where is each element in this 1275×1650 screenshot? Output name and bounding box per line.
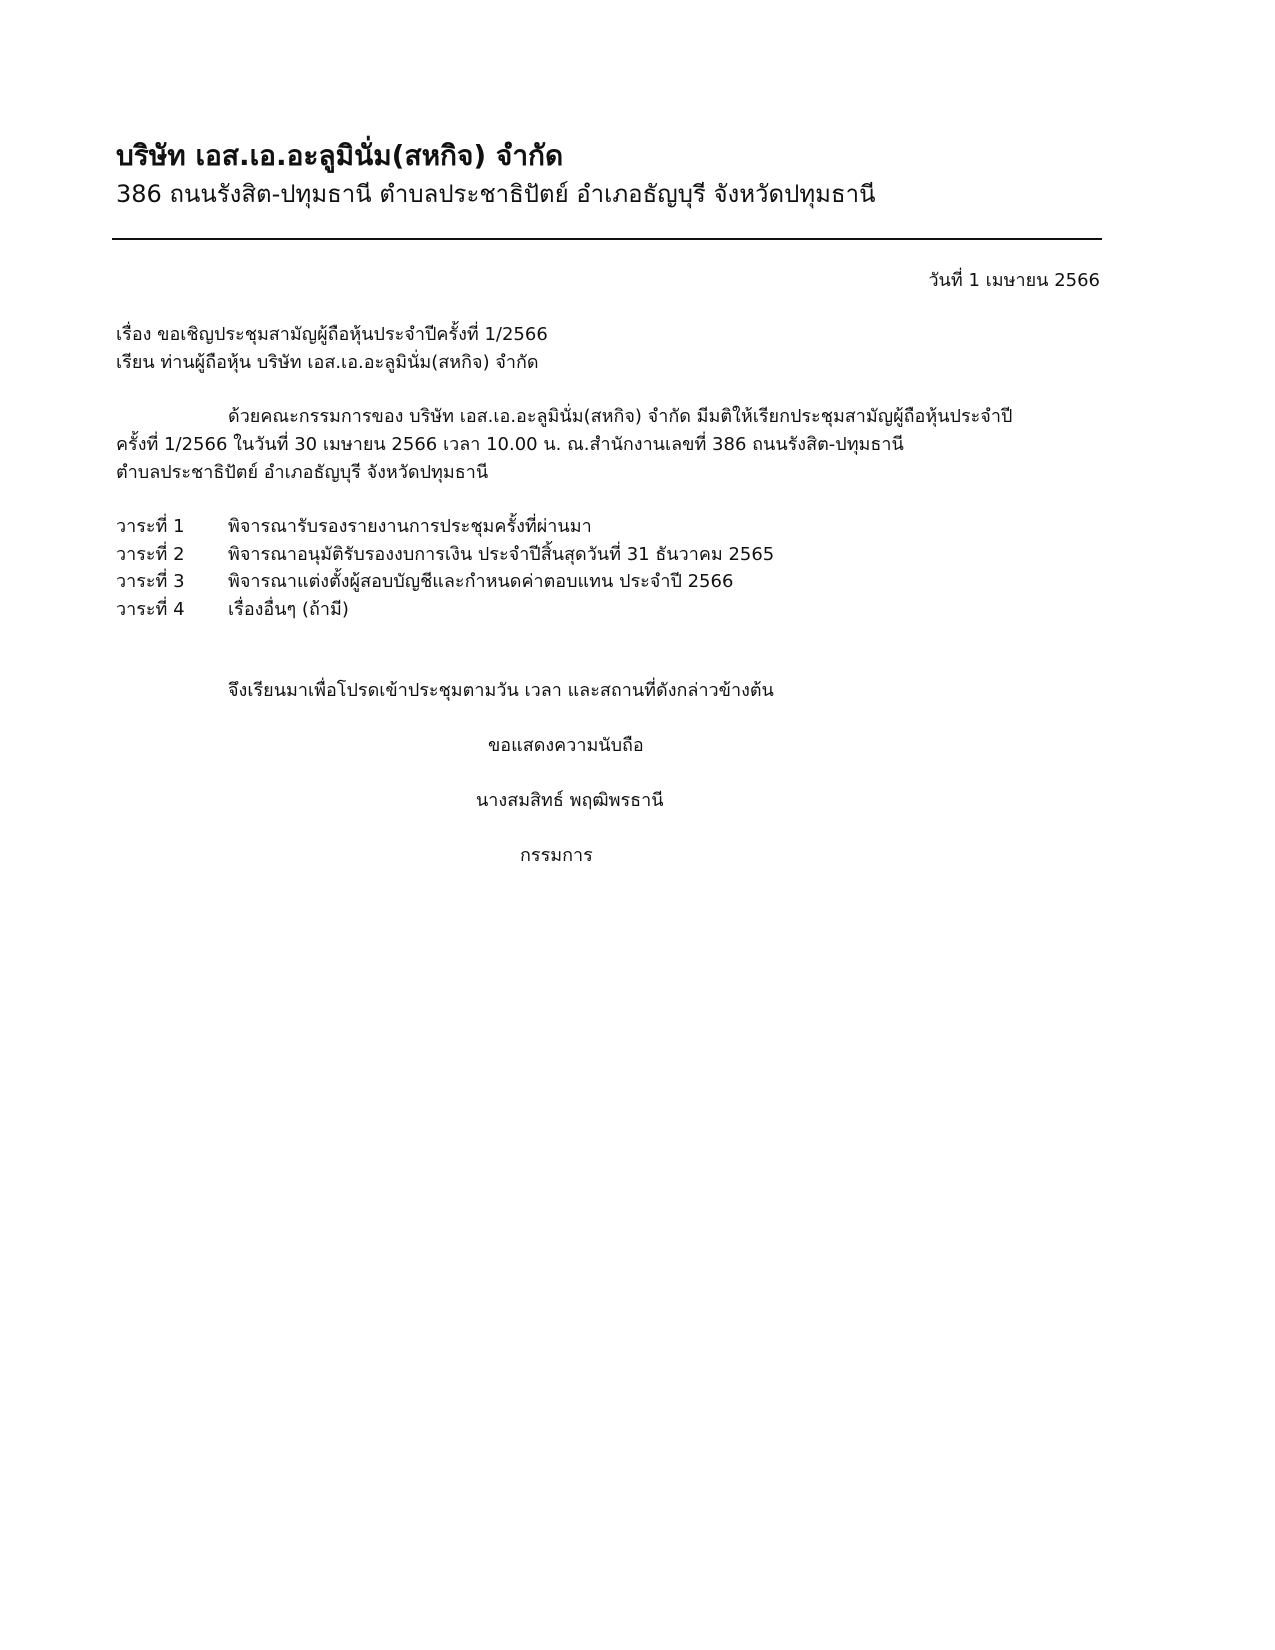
body-paragraph-line-2: ครั้งที่ 1/2566 ในวันที่ 30 เมษายน 2566 เวลา 10.00 น. ณ.สำนักงานเลขที่ 386 ถนนรังสิต-ปทุมธานี [116, 434, 904, 455]
letter-date: วันที่ 1 เมษายน 2566 [928, 270, 1100, 291]
agenda-text-1: พิจารณารับรองรายงานการประชุมครั้งที่ผ่านมา [228, 516, 592, 537]
body-paragraph-line-3: ตำบลประชาธิปัตย์ อำเภอธัญบุรี จังหวัดปทุมธานี [116, 462, 489, 483]
agenda-number-2: วาระที่ 2 [116, 544, 185, 565]
letter-recipient: เรียน ท่านผู้ถือหุ้น บริษัท เอส.เอ.อะลูมินั่ม(สหกิจ) จำกัด [116, 352, 539, 373]
agenda-text-2: พิจารณาอนุมัติรับรองงบการเงิน ประจำปีสิ้นสุดวันที่ 31 ธันวาคม 2565 [228, 544, 775, 565]
company-name: บริษัท เอส.เอ.อะลูมินั่ม(สหกิจ) จำกัด [116, 139, 564, 172]
agenda-number-4: วาระที่ 4 [116, 599, 185, 620]
company-address: 386 ถนนรังสิต-ปทุมธานี ตำบลประชาธิปัตย์ อำเภอธัญบุรี จังหวัดปทุมธานี [116, 180, 876, 208]
agenda-text-4: เรื่องอื่นๆ (ถ้ามี) [228, 599, 349, 620]
agenda-text-3: พิจารณาแต่งตั้งผู้สอบบัญชีและกำหนดค่าตอบแทน ประจำปี 2566 [228, 571, 734, 592]
signer-position: กรรมการ [520, 845, 593, 866]
regards: ขอแสดงความนับถือ [488, 735, 644, 756]
letter-subject: เรื่อง ขอเชิญประชุมสามัญผู้ถือหุ้นประจำปีครั้งที่ 1/2566 [116, 324, 548, 345]
signer-name: นางสมสิทธ์ พฤฒิพรธานี [476, 790, 664, 811]
body-paragraph-line-1: ด้วยคณะกรรมการของ บริษัท เอส.เอ.อะลูมินั่ม(สหกิจ) จำกัด มีมติให้เรียกประชุมสามัญผู้ถือหุ้นประจำปี [228, 406, 1013, 427]
header-divider [112, 238, 1102, 240]
agenda-number-3: วาระที่ 3 [116, 571, 185, 592]
closing-statement: จึงเรียนมาเพื่อโปรดเข้าประชุมตามวัน เวลา และสถานที่ดังกล่าวข้างต้น [228, 680, 774, 701]
agenda-number-1: วาระที่ 1 [116, 516, 185, 537]
